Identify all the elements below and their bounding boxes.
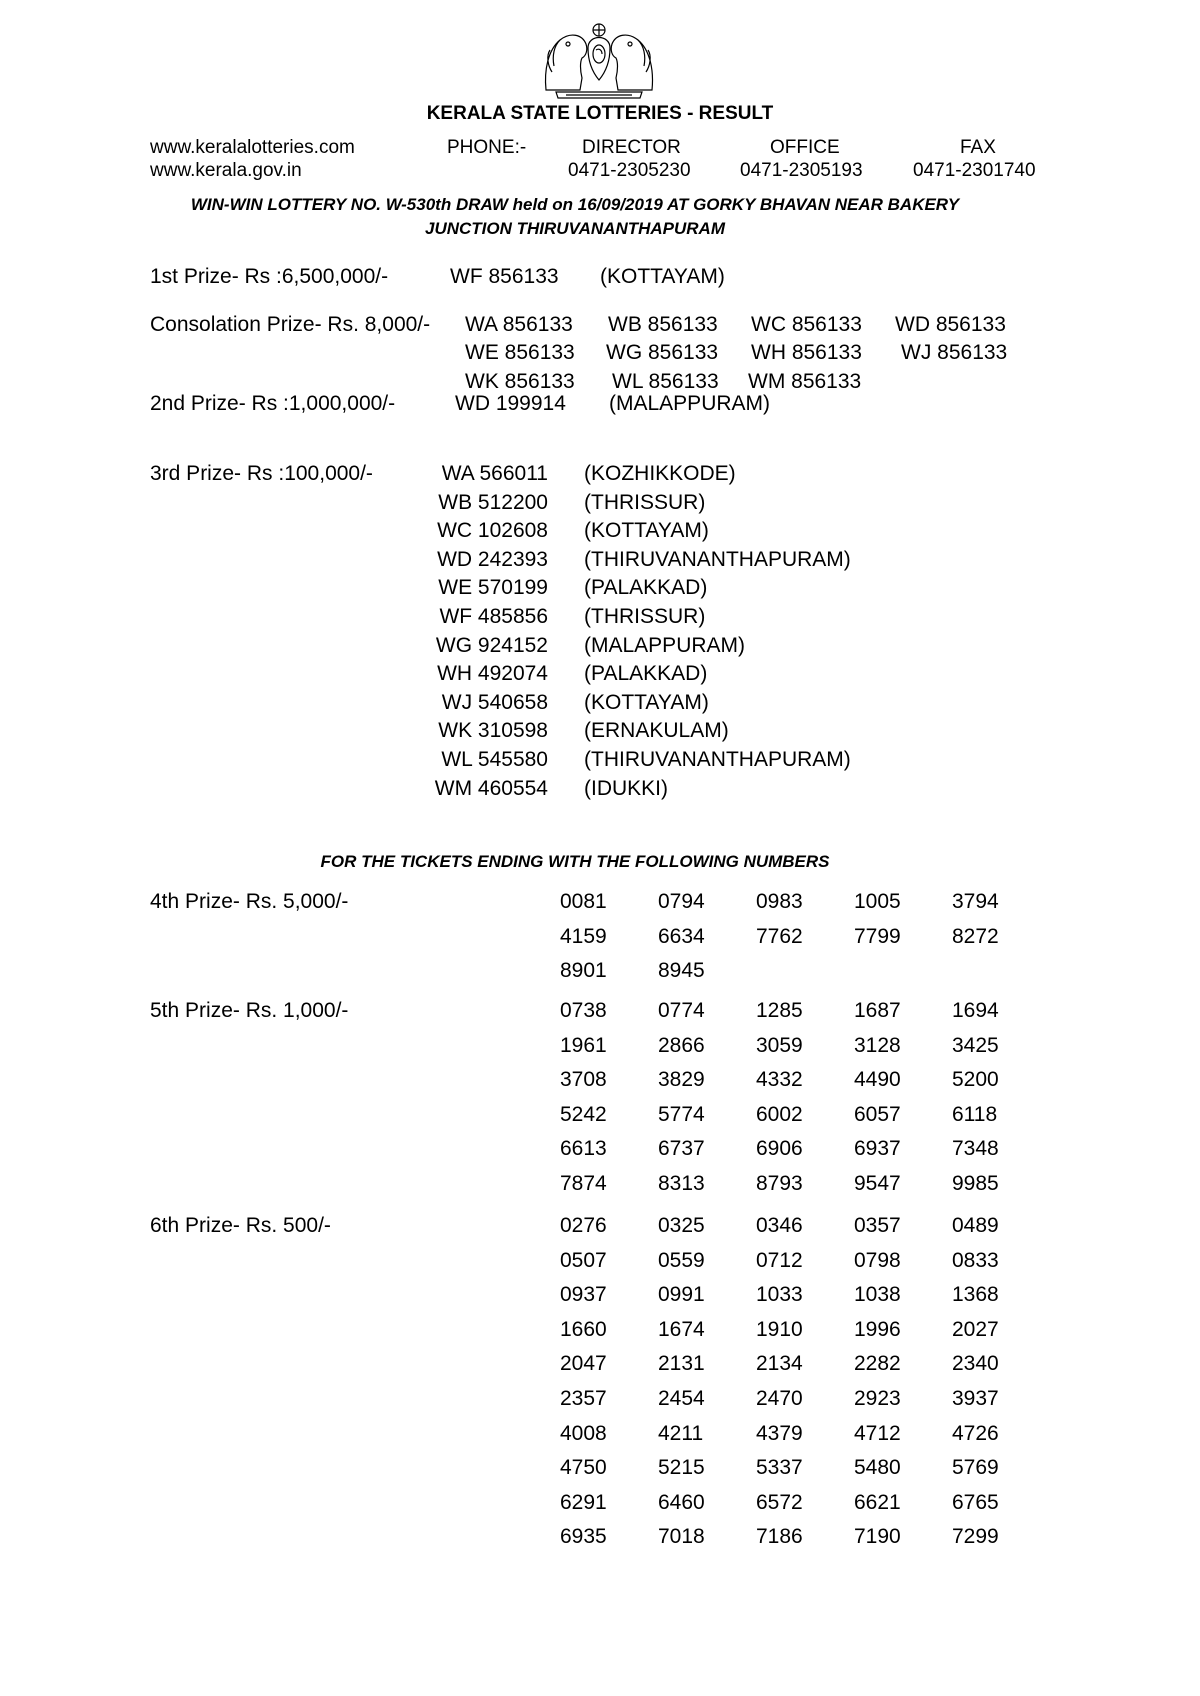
third-prize-location: (THIRUVANANTHAPURAM) [584,548,851,571]
second-prize-location: (MALAPPURAM) [609,392,771,415]
sixth-prize-number: 0798 [854,1249,901,1272]
sixth-prize-number: 5215 [658,1456,705,1479]
website-link-kerala[interactable]: www.kerala.gov.in [150,160,302,181]
third-prize-label: 3rd Prize- Rs :100,000/- [150,462,373,485]
fifth-prize-number: 2866 [658,1034,705,1057]
fifth-prize-number: 3425 [952,1034,999,1057]
fourth-prize-number: 1005 [854,890,901,913]
sixth-prize-number: 1038 [854,1283,901,1306]
fax-phone: 0471-2301740 [913,160,1036,181]
consolation-ticket: WE 856133 [465,341,575,364]
fifth-prize-number: 7874 [560,1172,607,1195]
sixth-prize-number: 0489 [952,1214,999,1237]
third-prize-location: (KOTTAYAM) [584,691,709,714]
sixth-prize-number: 4712 [854,1422,901,1445]
sixth-prize-number: 2340 [952,1352,999,1375]
consolation-ticket: WD 856133 [895,313,1006,336]
fifth-prize-number: 3829 [658,1068,705,1091]
draw-info-line-2: JUNCTION THIRUVANANTHAPURAM [424,219,725,238]
sixth-prize-number: 7299 [952,1525,999,1548]
sixth-prize-number: 5480 [854,1456,901,1479]
third-prize-location: (MALAPPURAM) [584,634,746,657]
sixth-prize-number: 5337 [756,1456,803,1479]
fifth-prize-label: 5th Prize- Rs. 1,000/- [150,999,349,1022]
third-prize-ticket: WA 566011 [441,462,548,485]
consolation-ticket: WA 856133 [465,313,573,336]
fifth-prize-number: 1285 [756,999,803,1022]
third-prize-ticket: WB 512200 [438,491,548,514]
sixth-prize-number: 6935 [560,1525,607,1548]
fourth-prize-number: 7799 [854,925,901,948]
sixth-prize-number: 7190 [854,1525,901,1548]
fifth-prize-number: 5200 [952,1068,999,1091]
sixth-prize-number: 2357 [560,1387,607,1410]
consolation-ticket: WB 856133 [608,313,718,336]
sixth-prize-number: 6460 [658,1491,705,1514]
office-phone: 0471-2305193 [740,160,863,181]
consolation-ticket: WH 856133 [751,341,862,364]
fax-label: FAX [960,137,996,158]
sixth-prize-number: 1368 [952,1283,999,1306]
fifth-prize-number: 6002 [756,1103,803,1126]
sixth-prize-number: 1996 [854,1318,901,1341]
fifth-prize-number: 4332 [756,1068,803,1091]
sixth-prize-number: 2454 [658,1387,705,1410]
fifth-prize-number: 9547 [854,1172,901,1195]
sixth-prize-number: 0559 [658,1249,705,1272]
fifth-prize-number: 6737 [658,1137,705,1160]
fourth-prize-number: 3794 [952,890,999,913]
sixth-prize-number: 2470 [756,1387,803,1410]
sixth-prize-number: 7018 [658,1525,705,1548]
fifth-prize-number: 3128 [854,1034,901,1057]
sixth-prize-number: 0712 [756,1249,803,1272]
third-prize-location: (THIRUVANANTHAPURAM) [584,748,851,771]
third-prize-ticket: WD 242393 [437,548,548,571]
consolation-ticket: WM 856133 [748,370,862,393]
fourth-prize-number: 0081 [560,890,607,913]
fifth-prize-number: 6057 [854,1103,901,1126]
fifth-prize-number: 5774 [658,1103,705,1126]
sixth-prize-number: 2047 [560,1352,607,1375]
third-prize-ticket: WL 545580 [441,748,548,771]
third-prize-ticket: WC 102608 [437,519,548,542]
fifth-prize-number: 6118 [952,1103,998,1126]
third-prize-ticket: WH 492074 [437,662,548,685]
director-label: DIRECTOR [582,137,681,158]
sixth-prize-number: 0325 [658,1214,705,1237]
office-label: OFFICE [770,137,840,158]
third-prize-location: (PALAKKAD) [584,662,708,685]
third-prize-ticket: WE 570199 [438,576,548,599]
fifth-prize-number: 3708 [560,1068,607,1091]
consolation-prize-label: Consolation Prize- Rs. 8,000/- [150,313,431,336]
fifth-prize-number: 0738 [560,999,607,1022]
third-prize-ticket: WM 460554 [434,777,548,800]
fifth-prize-number: 1961 [560,1034,607,1057]
sixth-prize-number: 4008 [560,1422,607,1445]
fourth-prize-number: 0794 [658,890,705,913]
sixth-prize-number: 6291 [560,1491,607,1514]
sixth-prize-number: 4726 [952,1422,999,1445]
fifth-prize-number: 4490 [854,1068,901,1091]
fourth-prize-label: 4th Prize- Rs. 5,000/- [150,890,349,913]
consolation-ticket: WC 856133 [751,313,862,336]
fifth-prize-number: 7348 [952,1137,999,1160]
third-prize-ticket: WJ 540658 [441,691,548,714]
sixth-prize-number: 4211 [658,1422,704,1445]
second-prize-label: 2nd Prize- Rs :1,000,000/- [150,392,396,415]
fourth-prize-number: 7762 [756,925,803,948]
fourth-prize-number: 6634 [658,925,705,948]
sixth-prize-number: 7186 [756,1525,803,1548]
third-prize-ticket: WF 485856 [439,605,548,628]
fourth-prize-number: 8945 [658,959,705,982]
director-phone: 0471-2305230 [568,160,691,181]
sixth-prize-number: 6765 [952,1491,999,1514]
ending-numbers-note: FOR THE TICKETS ENDING WITH THE FOLLOWING NUMBERS [320,852,830,871]
sixth-prize-number: 0507 [560,1249,607,1272]
fourth-prize-number: 0983 [756,890,803,913]
sixth-prize-number: 1033 [756,1283,803,1306]
second-prize-ticket: WD 199914 [455,392,566,415]
sixth-prize-number: 3937 [952,1387,999,1410]
third-prize-location: (KOZHIKKODE) [584,462,736,485]
consolation-ticket: WK 856133 [465,370,575,393]
third-prize-ticket: WK 310598 [438,719,548,742]
fourth-prize-number: 8272 [952,925,999,948]
phone-label: PHONE:- [447,137,527,158]
fifth-prize-number: 1694 [952,999,999,1022]
sixth-prize-number: 2282 [854,1352,901,1375]
fifth-prize-number: 8793 [756,1172,803,1195]
fifth-prize-number: 3059 [756,1034,803,1057]
sixth-prize-number: 1910 [756,1318,803,1341]
third-prize-ticket: WG 924152 [435,634,548,657]
third-prize-location: (THRISSUR) [584,491,706,514]
third-prize-location: (THRISSUR) [584,605,706,628]
fifth-prize-number: 0774 [658,999,705,1022]
third-prize-location: (PALAKKAD) [584,576,708,599]
sixth-prize-number: 2923 [854,1387,901,1410]
fifth-prize-number: 1687 [854,999,901,1022]
sixth-prize-number: 4379 [756,1422,803,1445]
fifth-prize-number: 9985 [952,1172,999,1195]
third-prize-location: (ERNAKULAM) [584,719,729,742]
sixth-prize-number: 0937 [560,1283,607,1306]
sixth-prize-number: 5769 [952,1456,999,1479]
sixth-prize-number: 0833 [952,1249,999,1272]
first-prize-label: 1st Prize- Rs :6,500,000/- [150,265,389,288]
sixth-prize-number: 1660 [560,1318,607,1341]
fourth-prize-number: 4159 [560,925,607,948]
sixth-prize-number: 4750 [560,1456,607,1479]
sixth-prize-number: 0276 [560,1214,607,1237]
page-title: KERALA STATE LOTTERIES - RESULT [426,103,774,124]
fifth-prize-number: 6906 [756,1137,803,1160]
sixth-prize-number: 0346 [756,1214,803,1237]
fourth-prize-number: 8901 [560,959,607,982]
fifth-prize-number: 8313 [658,1172,705,1195]
sixth-prize-number: 1674 [658,1318,705,1341]
fifth-prize-number: 6613 [560,1137,607,1160]
sixth-prize-number: 2134 [756,1352,803,1375]
sixth-prize-label: 6th Prize- Rs. 500/- [150,1214,331,1237]
sixth-prize-number: 6572 [756,1491,803,1514]
sixth-prize-number: 2131 [658,1352,705,1375]
consolation-ticket: WJ 856133 [901,341,1008,364]
fifth-prize-number: 6937 [854,1137,901,1160]
sixth-prize-number: 0357 [854,1214,901,1237]
website-link-lotteries[interactable]: www.keralalotteries.com [150,137,355,158]
sixth-prize-number: 0991 [658,1283,705,1306]
draw-info-line-1: WIN-WIN LOTTERY NO. W-530th DRAW held on 16/09/2019 AT GORKY BHAVAN NEAR BAKERY [190,195,960,214]
sixth-prize-number: 6621 [854,1491,901,1514]
fifth-prize-number: 5242 [560,1103,607,1126]
consolation-ticket: WG 856133 [606,341,719,364]
third-prize-location: (IDUKKI) [584,777,668,800]
third-prize-location: (KOTTAYAM) [584,519,709,542]
first-prize-location: (KOTTAYAM) [600,265,725,288]
first-prize-ticket: WF 856133 [450,265,559,288]
sixth-prize-number: 2027 [952,1318,999,1341]
consolation-ticket: WL 856133 [612,370,719,393]
kerala-state-emblem-icon [536,20,662,102]
